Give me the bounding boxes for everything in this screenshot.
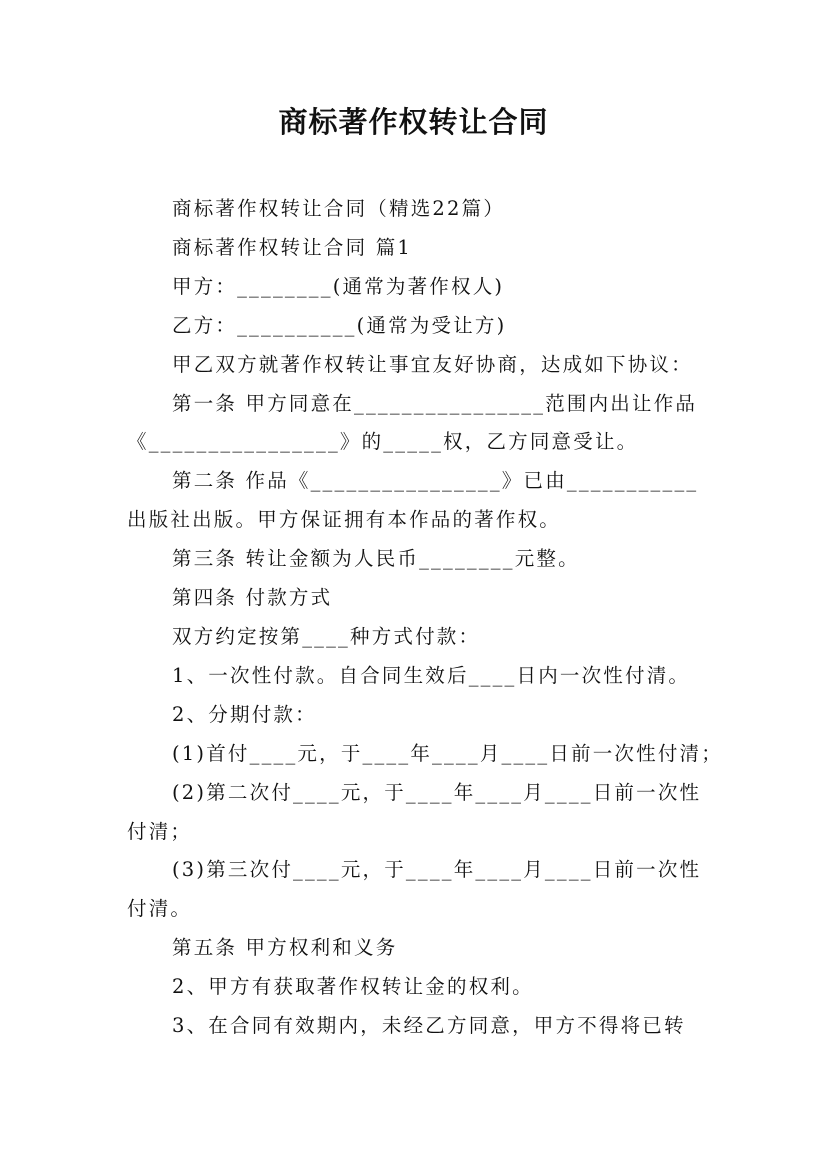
paragraph-line: 甲方：________(通常为著作权人): [172, 274, 505, 298]
paragraph: [127, 268, 717, 307]
paragraph: [127, 190, 717, 229]
paragraph: [127, 307, 717, 346]
paragraph: [127, 774, 717, 852]
paragraph-line: 出版社出版。甲方保证拥有本作品的著作权。: [127, 508, 562, 532]
paragraph-line: (2)第二次付____元，于____年____月____日前一次性: [172, 780, 702, 804]
paragraph-line: 第四条 付款方式: [172, 586, 333, 610]
paragraph: [127, 851, 717, 929]
paragraph: [127, 385, 717, 463]
paragraph: [127, 657, 717, 696]
paragraph: [127, 968, 717, 1007]
paragraph-line: 双方约定按第____种方式付款：: [172, 624, 481, 648]
paragraph: [127, 540, 717, 579]
paragraph-line: (1)首付____元，于____年____月____日前一次性付清；: [172, 741, 723, 765]
paragraph-line: 2、分期付款：: [172, 702, 317, 726]
paragraph-line: 甲乙双方就著作权转让事宜友好协商，达成如下协议：: [172, 352, 693, 376]
paragraph: [127, 346, 717, 385]
paragraph-line: (3)第三次付____元，于____年____月____日前一次性: [172, 858, 702, 882]
paragraph-line: 第二条 作品《________________》已由___________: [172, 469, 699, 493]
paragraph-line: 2、甲方有获取著作权转让金的权利。: [172, 975, 534, 999]
paragraph: [127, 618, 717, 657]
paragraph-line: 付清；: [127, 819, 193, 843]
paragraph: [127, 462, 717, 540]
paragraph-line: 商标著作权转让合同（精选22篇）: [172, 197, 506, 220]
paragraph: [127, 1007, 717, 1046]
document-title: 商标著作权转让合同: [278, 105, 549, 139]
paragraph-line: 第一条 甲方同意在________________范围内出让作品: [172, 391, 698, 415]
paragraph: [127, 579, 717, 618]
paragraph-line: 乙方：__________(通常为受让方): [172, 313, 507, 337]
paragraph: [127, 696, 717, 735]
paragraph-line: 《________________》的_____权，乙方同意受让。: [127, 430, 639, 454]
document-body: [127, 190, 723, 1046]
paragraph-line: 第五条 甲方权利和义务: [172, 936, 398, 960]
paragraph-line: 3、在合同有效期内，未经乙方同意，甲方不得将已转: [172, 1014, 686, 1038]
paragraph-line: 商标著作权转让合同 篇1: [172, 235, 413, 259]
paragraph: [127, 929, 717, 968]
paragraph-line: 1、一次性付款。自合同生效后____日内一次性付清。: [172, 663, 691, 687]
paragraph: [127, 735, 723, 774]
paragraph: [127, 229, 717, 268]
paragraph-line: 付清。: [127, 897, 193, 921]
paragraph-line: 第三条 转让金额为人民币________元整。: [172, 547, 580, 571]
